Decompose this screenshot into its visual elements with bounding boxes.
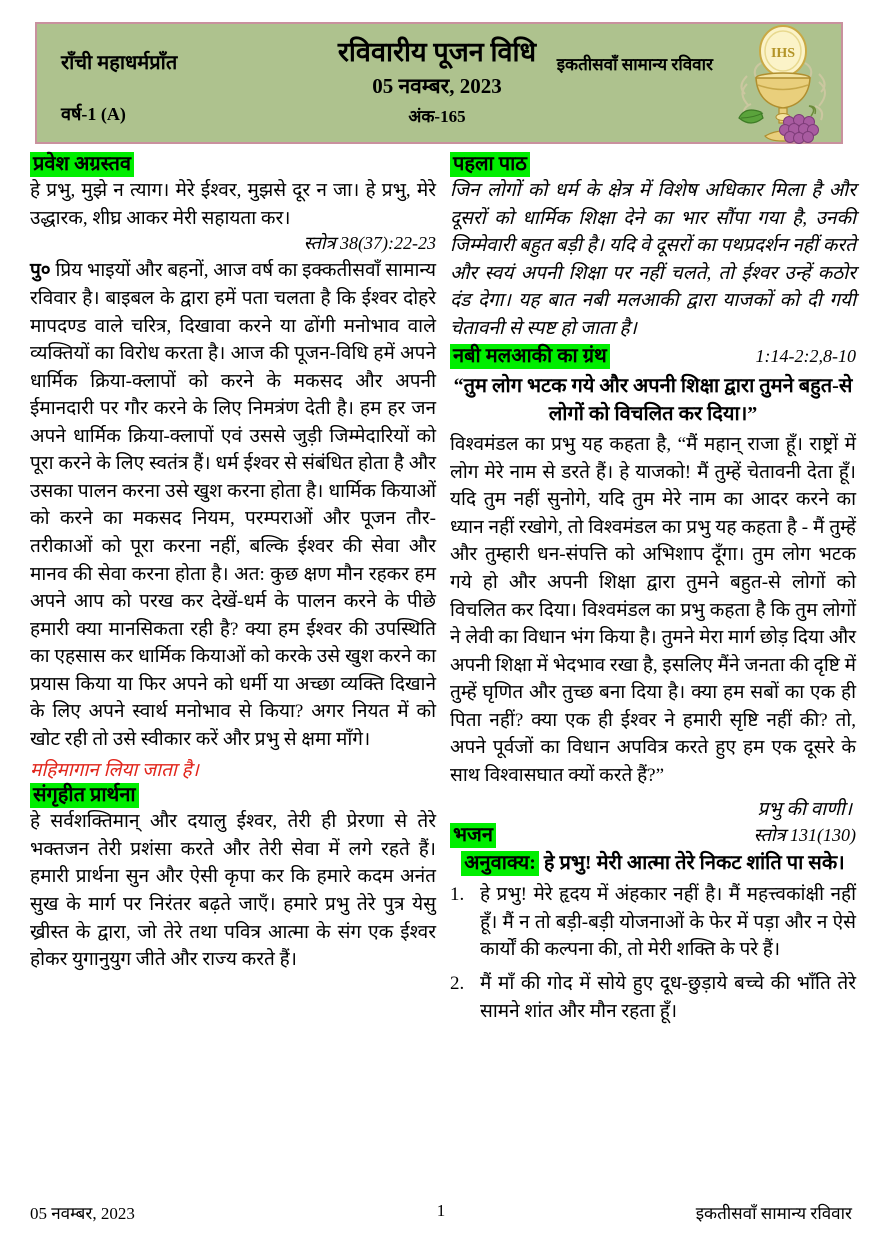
grapes-cluster <box>780 115 819 144</box>
verse-number: 2. <box>450 973 465 995</box>
footer-date: 05 नवम्बर, 2023 <box>30 1204 135 1223</box>
masthead-band <box>35 22 843 144</box>
entrance-antiphon-reference: स्तोत्र 38(37):22-23 <box>303 233 436 254</box>
entrance-antiphon-text: हे प्रभु, मुझे न त्याग। मेरे ईश्वर, मुझसे दूर न जा। हे प्रभु, मेरे उद्धारक, शीघ्र आकर मेरी सहायता कर। <box>30 180 436 229</box>
page-title: रविवारीय पूजन विधि <box>337 37 537 67</box>
response-label: अनुवाक्य: <box>461 851 539 876</box>
grape-leaf <box>739 110 763 123</box>
reading-key-quote: “तुम लोग भटक गये और अपनी शिक्षा द्वारा तुमने बहुत-से लोगों को विचलित कर दिया।” <box>453 375 853 426</box>
psalm-response <box>450 849 856 877</box>
masthead-center <box>237 36 637 127</box>
psalm-verse <box>450 881 856 964</box>
ihs-monogram: IHS <box>770 46 796 61</box>
sunday-label: इकतीसवाँ सामान्य रविवार <box>556 55 713 74</box>
response-text: हे प्रभु! मेरी आत्मा तेरे निकट शांति पा सके। <box>538 852 845 875</box>
entrance-antiphon-heading: प्रवेश अग्रस्तव <box>30 152 134 177</box>
year-cycle-label: वर्ष-1 (A) <box>61 104 126 124</box>
diocese-name: राँची महाधर्मप्राँत <box>61 52 178 74</box>
footer-sunday-label: इकतीसवाँ सामान्य रविवार <box>695 1204 852 1223</box>
collect-text: हे सर्वशक्तिमान् और दयालु ईश्वर, तेरी ही प्रेरणा से तेरे भक्तजन तेरी प्रशंसा करते और तेरी सेवा में लगे रहते हैं। हमारी प्रार्थना सुन और ऐसी कृपा कर कि हमारे कदम अनंत सुख के मार्ग पर निरंतर बढ़ते जाएँ। हमारे प्रभु तेरे पुत्र येसु ख्रीस्त के द्वारा, जो तेरे तथा पवित्र आत्मा के संग एक ईश्वर होकर युगानुयुग जीते और राज्य करते हैं। <box>30 811 436 971</box>
reading-body-text: विश्वमंडल का प्रभु यह कहता है, “मैं महान् राजा हूँ। राष्ट्रों में लोग मेरे नाम से डरते हैं। हे याजको! मैं तुम्हें चेतावनी देता हूँ। यदि तुम नहीं सुनोगे, यदि तुम मेरे नाम का आदर करने का ध्यान नहीं रखोगे, तो विश्वमंडल का प्रभु यह कहता है - मैं तुम्हें और तुम्हारी धन-संपत्ति को अभिशाप दूँगा। तुम लोग भटक गये हो और अपनी शिक्षा द्वारा तुमने बहुत-से लोगों को विचलित कर दिया। विश्वमंडल का प्रभु कहता है कि तुम लोगों ने लेवी का विधान भंग किया है। तुमने मेरा मार्ग छोड़ दिया और अपनी शिक्षा में भेदभाव रखा है, इसलिए मैंने जनता की दृष्टि में तुम्हें घृणित और तुच्छ बना दिया है। क्या हम सबों का एक ही पिता नहीं? क्या एक ही ईश्वर ने हमारी सृष्टि नहीं की? तो, अपने पूर्वजों का विधान अपवित्र करते हुए हम एक दूसरे के साथ विश्वासघात क्यों करते हैं?” <box>450 434 856 786</box>
footer-page-number: 1 <box>436 1201 446 1220</box>
first-reading-intro: जिन लोगों को धर्म के क्षेत्र में विशेष अधिकार मिला है और दूसरों को धार्मिक शिक्षा देने का भार सौंपा गया है, उनकी जिम्मेवारी बहुत बड़ी है। यदि वे दूसरों का पथप्रदर्शन नहीं करते और स्वयं अपनी शिक्षा पर नहीं चलते, तो ईश्वर उन्हें कठोर दंड देगा। यह बात नबी मलआकी द्वारा याजकों को दी गयी चेतावनी से स्पष्ट हो जाता है। <box>450 180 856 339</box>
psalm-reference: स्तोत्र 131(130) <box>753 825 856 846</box>
reading-reference: 1:14-2:2,8-10 <box>755 346 856 367</box>
issue-number: अंक-165 <box>408 106 466 126</box>
priest-abbreviation: पु० <box>30 260 51 282</box>
psalm-verse <box>450 970 856 1025</box>
page-footer <box>30 1201 852 1224</box>
priest-introduction <box>30 257 436 753</box>
right-column <box>450 152 856 1031</box>
priest-introduction-text: प्रिय भाइयों और बहनों, आज वर्ष का इक्कतीसवाँ सामान्य रविवार है। बाइबल के द्वारा हमें पता चलता है कि ईश्वर दोहरे मापदण्ड वाले चरित्र, दिखावा करने या ढोंगी मनोभाव वाले व्यक्तियों का विरोध करता है। आज की पूजन-विधि हमें अपने धार्मिक क्रिया-क्लापों को करने के मकसद और अपनी ईमानदारी पर गौर करने के लिए निमत्रंण देती है। हम हर जन अपने धार्मिक क्रिया-क्लापों एवं उससे जुड़ी जिम्मेदारियों को पूरा करने के लिए स्वतंत्र हैं। धर्म ईश्वर से संबंधित होता है और उसका पालन करना उसे खुश करना होता है। धार्मिक कियाओं को करने का मकसद नियम, परम्पराओं और पूजन तौर-तरीकाओं को पूरा करना नहीं, बल्कि ईश्वर की सेवा और मानव की सेवा करना होता है। अत: कुछ क्षण मौन रहकर हम अपने आप को परख कर देखें-धर्म के पालन करने के पीछे हमारी क्या मानसिकता रही है? क्या हम ईश्वर की उपस्थिति का एहसास कर धार्मिक कियाओं को करके उसे खुश करने का प्रयास किया या फिर अपने को धर्मी या अच्छा व्यक्ति दिखाने के लिए अपने स्वार्थ मनोभाव से किया? अगर नियत में को खोट रही तो उसे स्वीकार करें और प्रभु से क्षमा माँगे। <box>30 260 436 750</box>
verse-number: 1. <box>450 884 465 906</box>
issue-date: 05 नवम्बर, 2023 <box>372 73 502 98</box>
reading-source-heading: नबी मलआकी का ग्रंथ <box>450 344 610 369</box>
verse-text: मैं माँ की गोद में सोये हुए दूध-छुड़ाये बच्चे की भाँति तेरे सामने शांत और मौन रहता हूँ। <box>480 973 856 1022</box>
reading-ending-acclamation: प्रभु की वाणी। <box>757 799 852 821</box>
verse-text: हे प्रभु! मेरे हृदय में अंहकार नहीं है। मैं महत्त्वकांक्षी नहीं हूँ। मैं न तो बड़ी-बड़ी योजनाओं के फेर में पड़ा और न ऐसे कार्यों की कल्पना की, तो मेरी शक्ति के परे हैं। <box>480 884 856 961</box>
psalm-heading: भजन <box>450 823 496 848</box>
left-column <box>30 152 436 1031</box>
collect-heading: संगृहीत प्रार्थना <box>30 783 139 808</box>
gloria-rubric: महिमागान लिया जाता है। <box>30 760 199 782</box>
first-reading-heading: पहला पाठ <box>450 152 530 177</box>
chalice-cup <box>756 78 810 108</box>
psalm-verses <box>450 881 856 1025</box>
chalice-icon <box>727 24 839 144</box>
tendril <box>809 106 815 116</box>
content-columns <box>30 152 856 1031</box>
